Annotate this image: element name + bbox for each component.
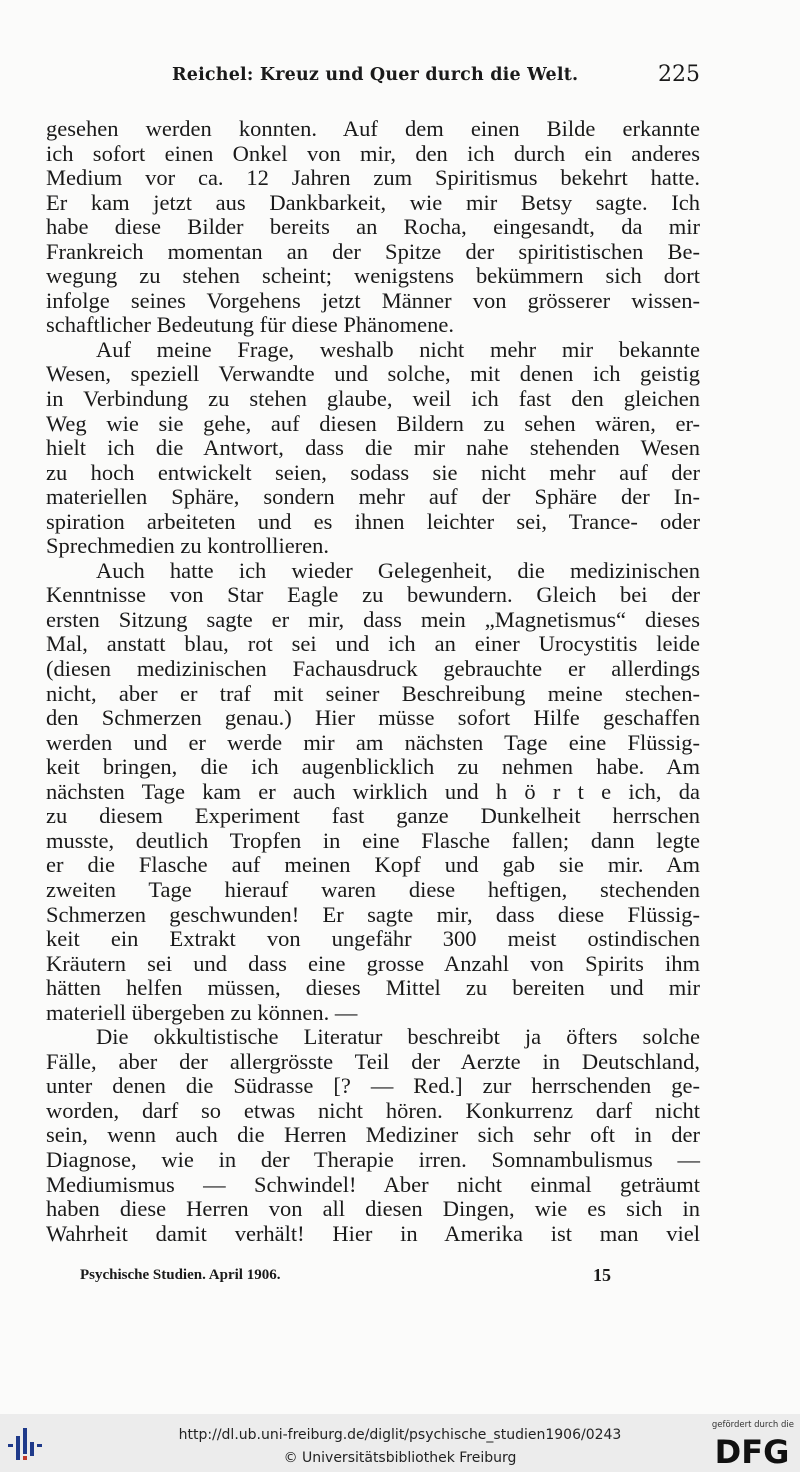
text-line: nicht, aber er traf mit seiner Beschreibung meine stechen- [46,680,700,706]
text-line: haben diese Herren von all diesen Dingen, wie es sich in [46,1196,700,1222]
text-line: materiell übergeben zu können. — [46,999,358,1025]
text-line: Weg wie sie gehe, auf diesen Bildern zu sehen wären, er- [46,410,700,436]
text-line: er die Flasche auf meinen Kopf und gab sie mir. Am [46,852,700,878]
text-line: materiellen Sphäre, sondern mehr auf der Sphäre der In- [46,484,700,510]
text-line: wegung zu stehen scheint; wenigstens bekümmern sich dort [46,263,700,289]
body-text [46,117,700,1246]
text-line: Kräutern sei und dass eine grosse Anzahl von Spirits ihm [46,950,700,976]
text-line: infolge seines Vorgehens jetzt Männer von grösserer wissen- [46,287,700,313]
text-line: den Schmerzen genau.) Hier müsse sofort Hilfe geschaffen [46,705,700,731]
text-line: werden und er werde mir am nächsten Tage eine Flüssig- [46,729,700,755]
text-line: Auf meine Frage, weshalb nicht mehr mir bekannte [96,336,700,362]
text-line: Kenntnisse von Star Eagle zu bewundern. Gleich bei der [46,582,700,608]
text-line: Frankreich momentan an der Spitze der spiritistischen Be- [46,238,700,264]
page-number: 225 [658,62,700,87]
text-line: hielt ich die Antwort, dass die mir nahe stehenden Wesen [46,435,700,461]
text-line: hätten helfen müssen, dieses Mittel zu bereiten und mir [46,975,700,1001]
text-line: Diagnose, wie in der Therapie irren. Somnambulismus — [46,1146,700,1172]
running-title: Reichel: Kreuz und Quer durch die Welt. [172,65,579,85]
sheet-signature: 15 [593,1265,611,1285]
text-line: Medium vor ca. 12 Jahren zum Spiritismus bekehrt hatte. [46,165,700,191]
copyright-notice: © Universitätsbibliothek Freiburg [283,1450,517,1466]
text-line: unter denen die Südrasse [? — Red.] zur herrschenden ge- [46,1073,700,1099]
viewer-footer-bar [0,1414,800,1472]
text-line: keit bringen, die ich augenblicklich zu nehmen habe. Am [46,754,700,780]
text-line: schaftlicher Bedeutung für diese Phänomene. [46,312,454,338]
running-head [46,62,700,92]
dfg-logo-icon [710,1432,794,1468]
text-line: ich sofort einen Onkel von mir, den ich durch ein anderes [46,140,700,166]
text-line: Fälle, aber der allergrösste Teil der Aerzte in Deutschland, [46,1048,700,1074]
text-line: keit ein Extrakt von ungefähr 300 meist ostindischen [46,926,700,952]
text-line: Mal, anstatt blau, rot sei und ich an einer Urocystitis leide [46,631,700,657]
journal-signature-line: Psychische Studien. April 1906. [80,1267,281,1283]
text-line: zu hoch entwickelt seien, sodass sie nicht mehr auf der [46,459,700,485]
text-line: ersten Sitzung sagte er mir, dass mein „Magnetismus“ dieses [46,606,700,632]
text-line: Er kam jetzt aus Dankbarkeit, wie mir Betsy sagte. Ich [46,189,700,215]
text-line: Mediumismus — Schwindel! Aber nicht einmal geträumt [46,1171,700,1197]
text-line: (diesen medizinischen Fachausdruck gebrauchte er allerdings [46,656,700,682]
document-url[interactable]: http://dl.ub.uni-freiburg.de/diglit/psychische_studien1906/0243 [178,1427,622,1443]
text-line: habe diese Bilder bereits an Rocha, eingesandt, da mir [46,214,700,240]
dfg-logo [704,1420,794,1468]
page-footer [80,1265,620,1287]
text-line: Die okkultistische Literatur beschreibt ja öfters solche [96,1024,700,1050]
text-line: zweiten Tage hierauf waren diese heftigen, stechenden [46,876,700,902]
text-line: sein, wenn auch die Herren Mediziner sich sehr oft in der [46,1122,700,1148]
text-line: worden, darf so etwas nicht hören. Konkurrenz darf nicht [46,1097,700,1123]
text-line: Wahrheit damit verhält! Hier in Amerika ist man viel [46,1220,700,1246]
text-line: Auch hatte ich wieder Gelegenheit, die medizinischen [96,557,700,583]
text-line: nächsten Tage kam er auch wirklich und h ö r t e ich, da [46,778,700,804]
funder-caption: gefördert durch die [711,1420,794,1430]
text-line: spiration arbeiteten und es ihnen leichter sei, Trance- oder [46,508,700,534]
text-line: zu diesem Experiment fast ganze Dunkelheit herrschen [46,803,700,829]
scan-artifact [283,1406,307,1410]
text-line: Sprechmedien zu kontrollieren. [46,533,330,559]
text-line: gesehen werden konnten. Auf dem einen Bilde erkannte [46,116,700,141]
text-line: musste, deutlich Tropfen in eine Flasche fallen; dann legte [46,827,700,853]
text-line: Schmerzen geschwunden! Er sagte mir, dass diese Flüssig- [46,901,700,927]
text-line: Wesen, speziell Verwandte und solche, mit denen ich geistig [46,361,700,387]
svg-text:DFG: DFG [714,1433,790,1468]
text-line: in Verbindung zu stehen glaube, weil ich fast den gleichen [46,386,700,412]
